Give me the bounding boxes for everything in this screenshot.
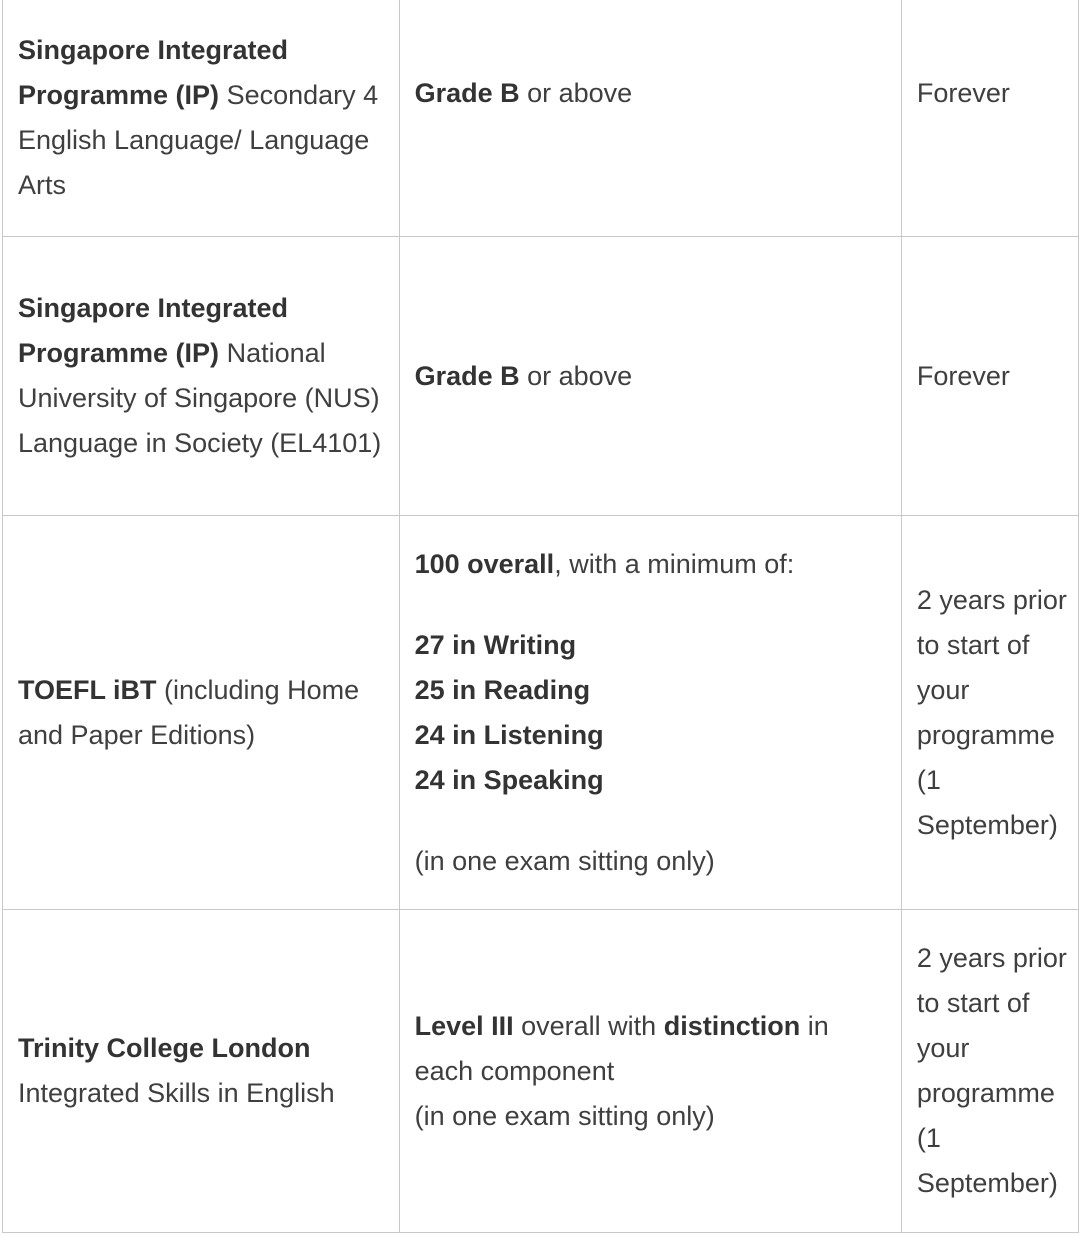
- sitting-note: (in one exam sitting only): [414, 845, 715, 876]
- min-score-writing: 27 in Writing: [414, 629, 577, 660]
- min-score-listening: 24 in Listening: [414, 719, 604, 750]
- validity-text: Forever: [916, 360, 1010, 391]
- validity-text: 2 years prior to start of your programme (1 September): [916, 584, 1067, 840]
- test-detail: (including Home and Paper Editions): [18, 674, 360, 750]
- test-cell: [3, 910, 400, 1233]
- requirement-detail: or above: [519, 360, 633, 391]
- test-name: Singapore Integrated Programme (IP): [18, 34, 289, 110]
- requirement-grade: Grade B: [414, 78, 520, 108]
- requirement-detail: , with a minimum of:: [554, 548, 795, 579]
- requirement-summary: [415, 1004, 887, 1094]
- requirement-overall: 100 overall: [414, 548, 555, 579]
- requirement-cell: [399, 516, 901, 910]
- requirement-detail: or above: [519, 78, 633, 108]
- test-cell: [3, 237, 400, 516]
- validity-text: Forever: [916, 78, 1010, 108]
- test-name: TOEFL iBT: [18, 674, 157, 705]
- requirement-grade: Grade B: [414, 360, 520, 391]
- validity-cell: [901, 237, 1078, 516]
- spacer: [415, 587, 887, 623]
- spacer: [415, 803, 887, 839]
- validity-cell: [901, 910, 1078, 1233]
- requirement-summary: [415, 542, 887, 587]
- validity-text: 2 years prior to start of your programme (1 September): [916, 943, 1067, 1198]
- table-row: [3, 516, 1079, 910]
- requirement-detail: in each component: [414, 1010, 829, 1086]
- table-row: [3, 0, 1079, 237]
- test-detail: Secondary 4 English Language/ Language Arts: [18, 79, 379, 200]
- requirement-cell: [399, 0, 901, 237]
- min-score-speaking: 24 in Speaking: [414, 764, 604, 795]
- table-row: [3, 910, 1079, 1233]
- test-detail: National University of Singapore (NUS) Language in Society (EL4101): [18, 338, 382, 458]
- english-requirements-table: [2, 0, 1079, 1233]
- validity-cell: [901, 0, 1078, 237]
- validity-cell: [901, 516, 1078, 910]
- test-cell: [3, 516, 400, 910]
- min-score-reading: 25 in Reading: [414, 674, 591, 705]
- sitting-note: (in one exam sitting only): [414, 1100, 715, 1131]
- requirement-mid: overall with: [513, 1010, 664, 1041]
- test-cell: [3, 0, 400, 237]
- requirement-level: Level III: [414, 1010, 514, 1041]
- test-name: Singapore Integrated Programme (IP): [18, 293, 289, 368]
- test-name: Trinity College London: [18, 1033, 311, 1063]
- test-detail: Integrated Skills in English: [18, 1078, 335, 1108]
- requirement-cell: [399, 237, 901, 516]
- requirement-distinction: distinction: [663, 1010, 801, 1041]
- table-row: [3, 237, 1079, 516]
- requirement-cell: [399, 910, 901, 1233]
